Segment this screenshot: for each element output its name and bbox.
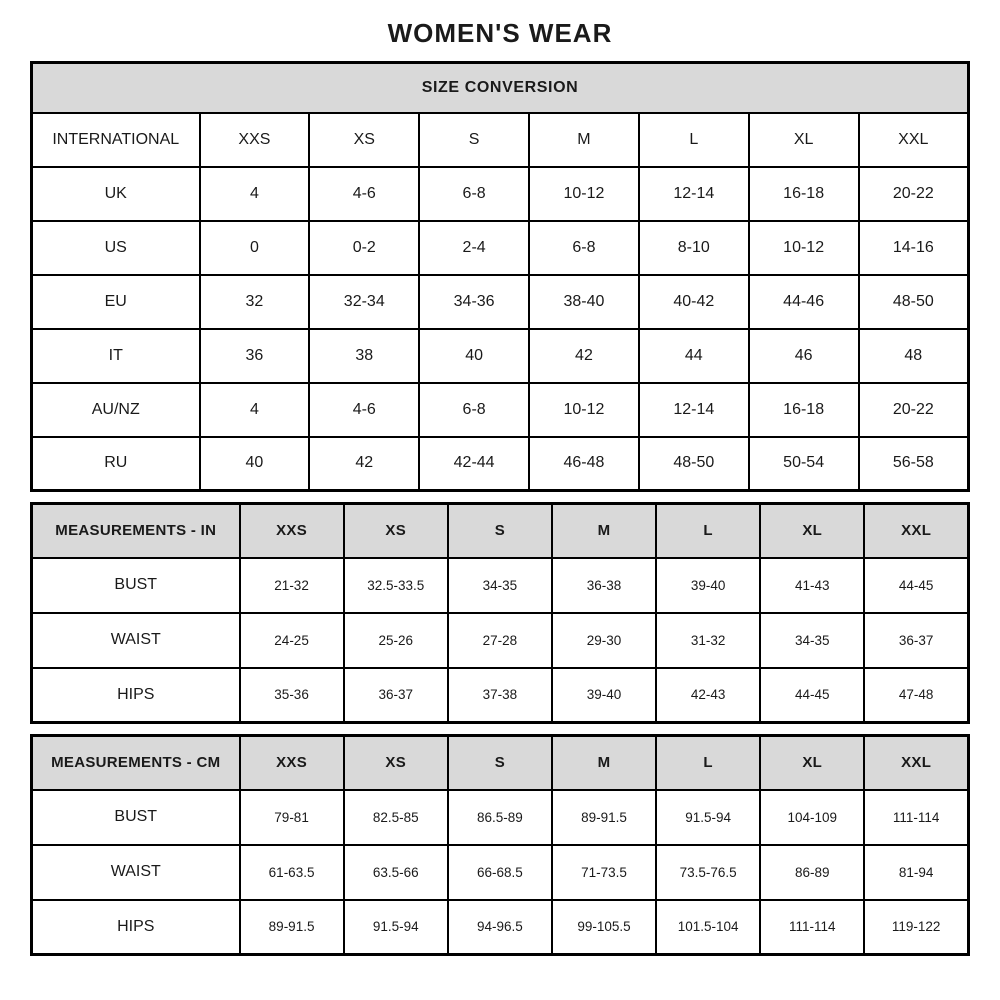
measurements_cm-row	[32, 900, 969, 955]
size_conversion-column-header: XXL	[859, 113, 969, 167]
size_conversion-value-cell: 4-6	[309, 167, 419, 221]
size_conversion-value-cell: 20-22	[859, 167, 969, 221]
measurements_cm-value-cell: 104-109	[760, 790, 864, 845]
measurements_in-value-cell: 35-36	[240, 668, 344, 723]
measurements_in-value-cell: 31-32	[656, 613, 760, 668]
measurements_in-value-cell: 41-43	[760, 558, 864, 613]
measurements_in-value-cell: 36-38	[552, 558, 656, 613]
measurements_cm-value-cell: 99-105.5	[552, 900, 656, 955]
measurements_in-value-cell: 34-35	[760, 613, 864, 668]
measurements_in-value-cell: 39-40	[656, 558, 760, 613]
measurements_in-row-label: WAIST	[32, 613, 240, 668]
size_conversion-value-cell: 12-14	[639, 383, 749, 437]
measurements_cm-row-label: BUST	[32, 790, 240, 845]
measurements_cm-column-header: S	[448, 736, 552, 790]
size_conversion-value-cell: 46-48	[529, 437, 639, 491]
size_conversion-column-header: M	[529, 113, 639, 167]
measurements_in-value-cell: 29-30	[552, 613, 656, 668]
size_conversion-value-cell: 8-10	[639, 221, 749, 275]
measurements_cm-value-cell: 82.5-85	[344, 790, 448, 845]
size-conversion-caption-row	[32, 63, 969, 113]
size_conversion-value-cell: 44-46	[749, 275, 859, 329]
size_conversion-value-cell: 6-8	[419, 167, 529, 221]
size_conversion-column-header: XL	[749, 113, 859, 167]
measurements_cm-value-cell: 91.5-94	[344, 900, 448, 955]
measurements_in-value-cell: 34-35	[448, 558, 552, 613]
measurements_cm-value-cell: 61-63.5	[240, 845, 344, 900]
size_conversion-value-cell: 42	[309, 437, 419, 491]
measurements_cm-column-header: XL	[760, 736, 864, 790]
measurements_cm-value-cell: 86-89	[760, 845, 864, 900]
size-conversion-columns-row	[32, 113, 969, 167]
measurements_in-column-header: XL	[760, 504, 864, 558]
measurements_in-column-header: XXS	[240, 504, 344, 558]
size_conversion-value-cell: 44	[639, 329, 749, 383]
size_conversion-row-label: RU	[32, 437, 200, 491]
size_conversion-column-header: S	[419, 113, 529, 167]
measurements_in-value-cell: 32.5-33.5	[344, 558, 448, 613]
size_conversion-value-cell: 48-50	[639, 437, 749, 491]
measurements_cm-row-label: WAIST	[32, 845, 240, 900]
size_conversion-column-header: L	[639, 113, 749, 167]
size_conversion-value-cell: 0-2	[309, 221, 419, 275]
measurements_cm-column-header: M	[552, 736, 656, 790]
measurements_cm-value-cell: 119-122	[864, 900, 968, 955]
measurements_in-column-header: XXL	[864, 504, 968, 558]
measurements_cm-value-cell: 73.5-76.5	[656, 845, 760, 900]
measurements_cm-value-cell: 89-91.5	[240, 900, 344, 955]
page-title: WOMEN'S WEAR	[387, 18, 613, 48]
measurements_in-column-header: MEASUREMENTS - IN	[32, 504, 240, 558]
size_conversion-value-cell: 16-18	[749, 167, 859, 221]
size_conversion-row-label: AU/NZ	[32, 383, 200, 437]
size_conversion-row	[32, 329, 969, 383]
measurements_cm-value-cell: 111-114	[760, 900, 864, 955]
measurements_cm-column-header: XS	[344, 736, 448, 790]
size_conversion-row	[32, 383, 969, 437]
measurements_in-column-header: XS	[344, 504, 448, 558]
size_conversion-value-cell: 16-18	[749, 383, 859, 437]
size_conversion-column-header: INTERNATIONAL	[32, 113, 200, 167]
size_conversion-value-cell: 56-58	[859, 437, 969, 491]
size_conversion-value-cell: 38	[309, 329, 419, 383]
size_conversion-value-cell: 4-6	[309, 383, 419, 437]
size_conversion-column-header: XXS	[200, 113, 310, 167]
size_conversion-value-cell: 10-12	[529, 383, 639, 437]
measurements_cm-value-cell: 81-94	[864, 845, 968, 900]
measurements_in-row-label: BUST	[32, 558, 240, 613]
size_conversion-row	[32, 221, 969, 275]
measurements-cm-columns-row	[32, 736, 969, 790]
measurements_in-value-cell: 42-43	[656, 668, 760, 723]
measurements_cm-value-cell: 91.5-94	[656, 790, 760, 845]
measurements_cm-column-header: L	[656, 736, 760, 790]
size_conversion-value-cell: 34-36	[419, 275, 529, 329]
measurements_in-value-cell: 44-45	[864, 558, 968, 613]
measurements_in-value-cell: 21-32	[240, 558, 344, 613]
measurements-cm-table	[30, 734, 970, 956]
measurements_in-column-header: S	[448, 504, 552, 558]
measurements_cm-row-label: HIPS	[32, 900, 240, 955]
measurements_in-value-cell: 36-37	[864, 613, 968, 668]
size_conversion-value-cell: 6-8	[529, 221, 639, 275]
size_conversion-value-cell: 10-12	[749, 221, 859, 275]
measurements_cm-value-cell: 86.5-89	[448, 790, 552, 845]
size_conversion-value-cell: 38-40	[529, 275, 639, 329]
measurements_in-row	[32, 613, 969, 668]
measurements_in-row	[32, 668, 969, 723]
size-conversion-caption: SIZE CONVERSION	[32, 63, 969, 113]
size_conversion-value-cell: 32-34	[309, 275, 419, 329]
size_conversion-value-cell: 6-8	[419, 383, 529, 437]
size-conversion-table	[30, 61, 970, 492]
size_conversion-value-cell: 12-14	[639, 167, 749, 221]
measurements_cm-value-cell: 79-81	[240, 790, 344, 845]
size_conversion-value-cell: 20-22	[859, 383, 969, 437]
size_conversion-value-cell: 50-54	[749, 437, 859, 491]
measurements_cm-value-cell: 63.5-66	[344, 845, 448, 900]
measurements_cm-value-cell: 101.5-104	[656, 900, 760, 955]
measurements_in-column-header: L	[656, 504, 760, 558]
measurements_in-value-cell: 27-28	[448, 613, 552, 668]
measurements_cm-value-cell: 89-91.5	[552, 790, 656, 845]
measurements_cm-value-cell: 71-73.5	[552, 845, 656, 900]
size_conversion-value-cell: 42	[529, 329, 639, 383]
measurements_cm-column-header: MEASUREMENTS - CM	[32, 736, 240, 790]
measurements_in-value-cell: 39-40	[552, 668, 656, 723]
size_conversion-row	[32, 275, 969, 329]
measurements_in-row-label: HIPS	[32, 668, 240, 723]
measurements_cm-row	[32, 845, 969, 900]
measurements_in-value-cell: 36-37	[344, 668, 448, 723]
size_conversion-row-label: US	[32, 221, 200, 275]
measurements_in-row	[32, 558, 969, 613]
measurements_cm-column-header: XXS	[240, 736, 344, 790]
measurements_in-value-cell: 25-26	[344, 613, 448, 668]
measurements_cm-value-cell: 66-68.5	[448, 845, 552, 900]
size_conversion-value-cell: 4	[200, 383, 310, 437]
measurements_in-value-cell: 37-38	[448, 668, 552, 723]
size_conversion-value-cell: 48	[859, 329, 969, 383]
measurements-in-table	[30, 502, 970, 724]
size_conversion-row	[32, 437, 969, 491]
size_conversion-row-label: EU	[32, 275, 200, 329]
measurements_in-value-cell: 24-25	[240, 613, 344, 668]
size_conversion-value-cell: 4	[200, 167, 310, 221]
size_conversion-value-cell: 40-42	[639, 275, 749, 329]
measurements_in-value-cell: 44-45	[760, 668, 864, 723]
size_conversion-row-label: UK	[32, 167, 200, 221]
measurements_cm-value-cell: 111-114	[864, 790, 968, 845]
size_conversion-value-cell: 36	[200, 329, 310, 383]
size_conversion-value-cell: 42-44	[419, 437, 529, 491]
size_conversion-value-cell: 46	[749, 329, 859, 383]
size_conversion-value-cell: 32	[200, 275, 310, 329]
size_conversion-value-cell: 2-4	[419, 221, 529, 275]
measurements_cm-column-header: XXL	[864, 736, 968, 790]
measurements-in-columns-row	[32, 504, 969, 558]
size_conversion-column-header: XS	[309, 113, 419, 167]
size_conversion-row	[32, 167, 969, 221]
measurements_cm-value-cell: 94-96.5	[448, 900, 552, 955]
size_conversion-row-label: IT	[32, 329, 200, 383]
size_conversion-value-cell: 0	[200, 221, 310, 275]
size_conversion-value-cell: 48-50	[859, 275, 969, 329]
size_conversion-value-cell: 10-12	[529, 167, 639, 221]
size_conversion-value-cell: 40	[200, 437, 310, 491]
size_conversion-value-cell: 14-16	[859, 221, 969, 275]
measurements_in-column-header: M	[552, 504, 656, 558]
size_conversion-value-cell: 40	[419, 329, 529, 383]
measurements_cm-row	[32, 790, 969, 845]
measurements_in-value-cell: 47-48	[864, 668, 968, 723]
